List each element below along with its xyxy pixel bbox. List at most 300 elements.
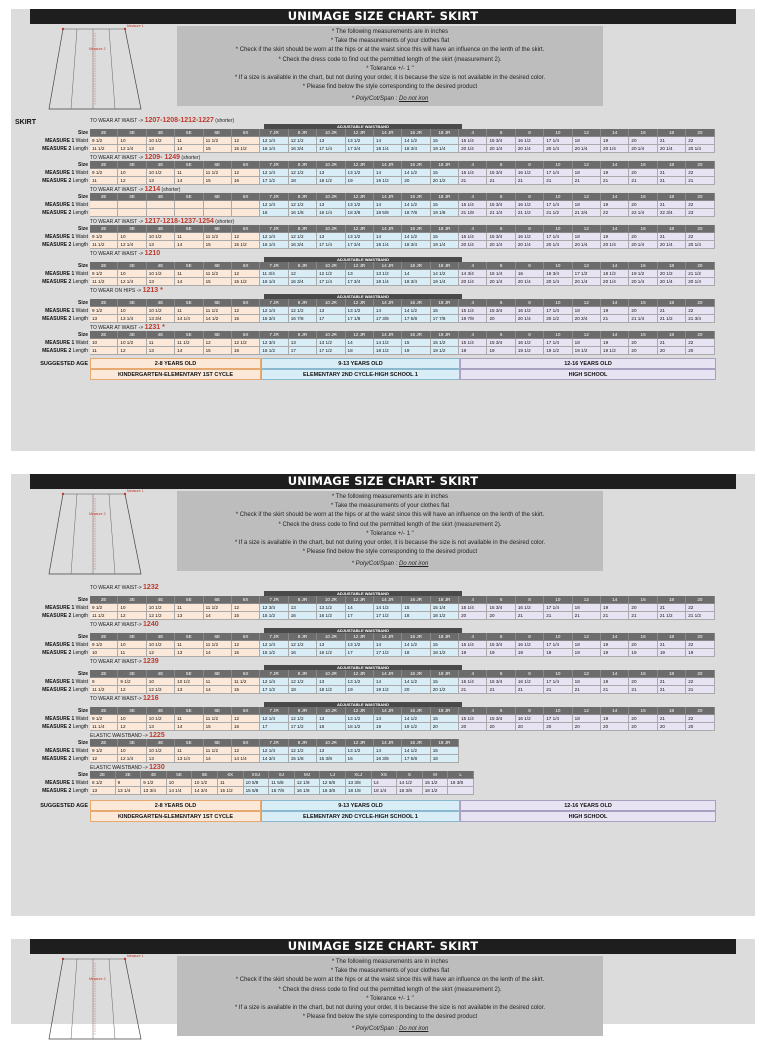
table-cell: 15 1/4 <box>459 678 487 686</box>
table-cell: 20 <box>629 723 657 731</box>
table-cell: 18 <box>658 193 686 201</box>
row-sublabel: Waist <box>75 679 88 685</box>
table-cell: 19 <box>686 649 714 657</box>
table-cell: 8 <box>516 225 544 233</box>
table-cell: 12 <box>232 233 260 241</box>
table-cell: 20 1/4 <box>459 278 487 286</box>
table-cell: 20 1/2 <box>431 177 459 185</box>
table-cell: 6 <box>487 596 515 604</box>
table-cell: 16 JR <box>402 739 430 747</box>
table-cell: 16 1/2 <box>516 201 544 209</box>
table-cell: 21 <box>573 612 601 620</box>
table-cell: 11 <box>90 347 118 355</box>
table-cell <box>175 209 203 217</box>
table-cell: 12 <box>232 270 260 278</box>
table-cell: 13 <box>317 307 345 315</box>
table-cell: 17 1/4 <box>544 678 572 686</box>
table-cell: 5E <box>167 771 193 779</box>
table-cell: 12 <box>289 270 317 278</box>
table-cell: 21 <box>544 686 572 694</box>
row-sublabel: Length <box>72 279 88 285</box>
table-cell: 20 <box>686 225 714 233</box>
table-cell: 14 <box>204 612 232 620</box>
table-cell: 11 1/2 <box>204 747 232 755</box>
suggested-age-label: SUGGESTED AGE <box>40 803 88 809</box>
table-cell: 10 <box>544 299 572 307</box>
table-cell: 18 JR <box>431 129 459 137</box>
table-cell: 12 <box>573 707 601 715</box>
table-cell: 13 <box>147 145 175 153</box>
table-cell: 12 1/4 <box>260 747 288 755</box>
style-code-label <box>11 286 755 294</box>
table-cell: 16 JR <box>402 225 430 233</box>
table-cell: 20 1/4 <box>459 241 487 249</box>
style-note: (shorter) <box>213 118 235 124</box>
row-label: Size <box>77 226 88 232</box>
table-cell: 15 1/4 <box>459 641 487 649</box>
table-cell: 18 3/4 <box>402 145 430 153</box>
table-cell: 2E <box>90 262 118 270</box>
table-cell: 19 1/2 <box>374 686 402 694</box>
note-do-not-iron: Do not iron <box>399 561 429 568</box>
table-cell: 9 1/2 <box>90 307 118 315</box>
table-cell: 4 <box>459 225 487 233</box>
instruction-line: * The following measurements are in inches <box>331 494 449 500</box>
table-cell: 22 <box>686 137 714 145</box>
table-cell: 12 3/4 <box>260 604 288 612</box>
table-cell: 16 <box>232 723 260 731</box>
table-cell: 15 5/8 <box>244 787 270 795</box>
note-text: Poly/Cot/Span : <box>355 561 399 568</box>
table-cell: 3E <box>118 129 146 137</box>
style-codes: 1210 <box>144 250 161 257</box>
size-row <box>90 633 755 641</box>
table-cell: 2E <box>90 771 116 779</box>
table-cell: 15 <box>431 233 459 241</box>
table-cell: 12 1/4 <box>260 678 288 686</box>
table-cell: 15 3/4 <box>487 641 515 649</box>
length-row <box>90 278 755 286</box>
table-cell: 16 <box>629 670 657 678</box>
table-cell: 18 <box>658 161 686 169</box>
adjustable-waistband-band: ADJUSTABLE WAISTBAND <box>264 628 462 633</box>
note-text: Poly/Cot/Span : <box>355 1026 399 1033</box>
table-cell: 13 1/4 <box>118 315 146 323</box>
table-cell: 19 <box>601 339 629 347</box>
note-do-not-iron: Do not iron <box>399 1026 429 1033</box>
table-cell: 10 1/2 <box>192 779 218 787</box>
table-cell: 14 <box>601 262 629 270</box>
table-cell: 10 JR <box>317 129 345 137</box>
table-cell: 3E <box>116 771 142 779</box>
table-cell: 15 3/4 <box>487 339 515 347</box>
table-cell: 14 <box>372 779 398 787</box>
table-cell: 14 JR <box>374 707 402 715</box>
table-cell: 17 1/4 <box>544 201 572 209</box>
table-cell: 4E <box>147 331 175 339</box>
note-asterisk: * <box>351 96 356 103</box>
table-cell: 20 1/4 <box>516 241 544 249</box>
instruction-line: * If a size is available in the chart, but not during your order, it is because the size is not available in the desired color. <box>234 75 546 82</box>
table-cell: 15 <box>431 678 459 686</box>
row-sublabel: Waist <box>75 716 88 722</box>
table-cell: 10 <box>167 779 193 787</box>
style-code-label <box>11 153 755 161</box>
table-cell: 12 <box>573 193 601 201</box>
table-cell: 16 JR <box>402 596 430 604</box>
table-cell: 18 <box>573 604 601 612</box>
table-cell: 12 JR <box>346 193 374 201</box>
table-cell: 20 <box>573 723 601 731</box>
table-cell: 22 <box>686 201 714 209</box>
row-label: MEASURE 1 Waist <box>45 748 88 754</box>
table-cell: 16 1/8 <box>289 209 317 217</box>
table-cell: 17 1/4 <box>544 307 572 315</box>
table-cell: 12 1/4 <box>118 241 146 249</box>
waist-row <box>90 201 755 209</box>
table-cell: 6E <box>204 129 232 137</box>
table-cell: 6E <box>204 707 232 715</box>
table-cell <box>232 209 260 217</box>
instruction-line: * Take the measurements of your clothes flat <box>330 968 450 975</box>
row-label: MEASURE 2 Length <box>42 146 88 152</box>
age-range-cell: 12-16 YEARS OLD <box>460 800 716 811</box>
table-cell: 4 <box>459 262 487 270</box>
table-cell: 6X <box>232 707 260 715</box>
table-cell: 6E <box>204 262 232 270</box>
table-cell: 15 3/4 <box>487 678 515 686</box>
table-cell: 18 1/2 <box>601 270 629 278</box>
table-cell: 16 <box>629 707 657 715</box>
table-cell: 21 <box>573 177 601 185</box>
table-cell: 2E <box>90 161 118 169</box>
length-row <box>90 315 755 323</box>
table-cell: 18 1/2 <box>317 686 345 694</box>
table-cell: 9 1/2 <box>90 169 118 177</box>
table-cell: 19 1/2 <box>516 347 544 355</box>
table-cell: 15 1/2 <box>232 241 260 249</box>
table-cell: 4E <box>147 193 175 201</box>
table-cell: 14 JR <box>374 331 402 339</box>
style-prefix: TO WEAR ON HIPS -> <box>90 288 143 294</box>
table-cell: 21 <box>601 315 629 323</box>
school-level-cell: HIGH SCHOOL <box>460 811 716 822</box>
table-cell: 19 <box>346 177 374 185</box>
table-cell: 2E <box>90 331 118 339</box>
table-cell: 18 JR <box>431 707 459 715</box>
table-cell: 18 <box>431 755 459 763</box>
table-cell: 11 1/2 <box>90 145 118 153</box>
table-cell: 12 JR <box>346 596 374 604</box>
table-cell: 14 JR <box>374 129 402 137</box>
table-cell: 13 1/2 <box>374 270 402 278</box>
row-sublabel: Waist <box>75 780 88 786</box>
table-cell: 11 5/8 <box>269 779 295 787</box>
table-cell: 2E <box>90 633 118 641</box>
table-cell: 15 <box>431 641 459 649</box>
table-cell: 6E <box>204 225 232 233</box>
table-cell: 21 3/4 <box>686 315 714 323</box>
skirt-diagram <box>37 25 155 111</box>
table-cell: 8 JR <box>289 331 317 339</box>
table-cell: 19 <box>374 723 402 731</box>
table-cell: 14 1/2 <box>374 339 402 347</box>
table-cell: 13 <box>90 787 116 795</box>
table-cell: 16 1/2 <box>317 649 345 657</box>
table-cell: 13 <box>317 137 345 145</box>
adjustable-waistband-band: ADJUSTABLE WAISTBAND <box>264 665 462 670</box>
table-cell: 10 <box>118 604 146 612</box>
table-cell: 10 <box>544 633 572 641</box>
table-cell: 15 1/2 <box>218 787 244 795</box>
table-cell: 5E <box>175 596 203 604</box>
table-cell: 20 <box>487 723 515 731</box>
table-cell: 10 5/8 <box>244 779 270 787</box>
table-cell: 8 <box>516 633 544 641</box>
table-cell: 15 <box>431 715 459 723</box>
table-cell: 17 <box>346 649 374 657</box>
table-cell: 20 1/4 <box>658 278 686 286</box>
instruction-line: * Take the measurements of your clothes flat <box>330 503 450 510</box>
table-cell: 16 3/8 <box>374 755 402 763</box>
table-cell: 19 <box>601 715 629 723</box>
table-cell: 14 <box>601 707 629 715</box>
table-cell: 20 1/4 <box>573 145 601 153</box>
waist-row <box>90 715 755 723</box>
style-prefix: TO WEAR AT WAIST -> <box>90 251 145 257</box>
table-cell: 15 <box>431 137 459 145</box>
table-cell: 18 1/2 <box>317 177 345 185</box>
measure-1-label: Measure 1 <box>127 489 144 493</box>
skirt-diagram <box>37 955 155 1041</box>
table-cell: 12 1/4 <box>260 169 288 177</box>
table-cell: 17 1/2 <box>317 347 345 355</box>
table-cell: 14 1/2 <box>397 779 423 787</box>
table-cell: 11 <box>90 177 118 185</box>
table-cell: 11 1/2 <box>204 233 232 241</box>
table-cell: 20 <box>487 612 515 620</box>
table-cell: 8 JR <box>289 225 317 233</box>
table-cell: 6E <box>192 771 218 779</box>
table-cell: 6 <box>487 193 515 201</box>
table-cell: 15 1/2 <box>431 339 459 347</box>
style-note: (shorter) <box>213 219 235 225</box>
table-cell: 3E <box>118 161 146 169</box>
table-cell: 21 <box>658 339 686 347</box>
table-cell: 12 <box>118 723 146 731</box>
table-cell: 10 1/2 <box>147 270 175 278</box>
style-codes: 1225 <box>149 732 165 739</box>
table-cell: 6X <box>232 193 260 201</box>
table-cell: 16 1/2 <box>516 169 544 177</box>
measure-1-label: Measure 1 <box>127 24 144 28</box>
table-cell: 4E <box>147 299 175 307</box>
table-cell: 17 <box>317 315 345 323</box>
size-row <box>90 129 755 137</box>
table-cell: 15 3/4 <box>487 201 515 209</box>
table-cell: 10 JR <box>317 262 345 270</box>
table-cell: 17 3/4 <box>346 278 374 286</box>
measure-2-label: Measure 2 <box>89 512 106 516</box>
waist-row <box>90 270 755 278</box>
instruction-line: * Tolerance +/- 1 " <box>366 65 414 72</box>
table-cell: 14 1/2 <box>402 641 430 649</box>
table-cell: 18 <box>573 137 601 145</box>
table-cell: 22 <box>686 307 714 315</box>
table-cell: 6X <box>232 739 260 747</box>
adjustable-waistband-band: ADJUSTABLE WAISTBAND <box>264 294 462 299</box>
table-cell: 15 <box>431 201 459 209</box>
waist-row <box>90 779 755 787</box>
table-cell: 10 <box>90 339 118 347</box>
school-level-cell: ELEMENTARY 2ND CYCLE-HIGH SCHOOL 1 <box>261 369 460 380</box>
table-cell: 9 1/2 <box>141 779 167 787</box>
table-cell: 8 JR <box>289 129 317 137</box>
size-table <box>11 739 755 763</box>
table-cell: 15 1/4 <box>459 201 487 209</box>
table-cell: 18 JR <box>431 161 459 169</box>
table-cell: 20 <box>629 233 657 241</box>
table-cell: 19 1/2 <box>374 177 402 185</box>
table-cell: 20 <box>658 723 686 731</box>
table-cell: 14 <box>601 225 629 233</box>
table-cell: 12 JR <box>346 225 374 233</box>
table-cell: 19 1/4 <box>431 145 459 153</box>
table-cell: 3E <box>118 225 146 233</box>
style-code-label <box>11 249 755 257</box>
table-cell: 20 1/4 <box>487 278 515 286</box>
table-cell: 16 7/8 <box>289 315 317 323</box>
table-cell: 15 <box>204 347 232 355</box>
table-cell: S <box>397 771 423 779</box>
table-cell: XS <box>372 771 398 779</box>
waist-row <box>90 641 755 649</box>
table-cell: 6X <box>218 771 244 779</box>
table-cell: 21 <box>658 137 686 145</box>
table-cell: 21 <box>601 686 629 694</box>
table-cell: 5E <box>175 739 203 747</box>
table-cell: 12 1/4 <box>118 755 146 763</box>
table-cell: 15 1/2 <box>260 612 288 620</box>
table-cell: 14 1/2 <box>402 715 430 723</box>
table-cell: 18 1/8 <box>346 787 372 795</box>
table-cell <box>232 201 260 209</box>
table-cell <box>147 201 175 209</box>
length-row <box>90 241 755 249</box>
table-cell: 13 <box>175 612 203 620</box>
table-cell: 5E <box>175 707 203 715</box>
table-cell: 7 JR <box>260 129 288 137</box>
instruction-line: * Check if the skirt should be worn at the hips or at the waist since this will have an influence on the lenth of the skirt. <box>235 977 545 984</box>
table-cell: 18 JR <box>431 225 459 233</box>
table-cell: 10 1/2 <box>147 715 175 723</box>
table-cell: 12 1/8 <box>295 779 321 787</box>
table-cell: 6E <box>204 161 232 169</box>
table-cell: 8 1/2 <box>90 779 116 787</box>
row-sublabel: Waist <box>75 234 88 240</box>
table-cell: 18 1/2 <box>431 612 459 620</box>
table-cell: 14 <box>175 241 203 249</box>
row-sublabel: Length <box>72 210 88 216</box>
table-cell: 15 <box>402 604 430 612</box>
table-cell: 12 <box>232 169 260 177</box>
table-cell <box>448 787 474 795</box>
table-cell: 12 <box>147 649 175 657</box>
table-cell: 21 <box>516 686 544 694</box>
table-cell: 8 <box>516 299 544 307</box>
table-cell: 14 JR <box>374 193 402 201</box>
instruction-line: * Please find below the style corresponding to the desired product <box>302 84 478 91</box>
style-prefix: TO WEAR AT WAIST -> <box>90 187 145 193</box>
table-cell: 16 1/2 <box>516 641 544 649</box>
table-cell: 18 JR <box>431 596 459 604</box>
row-label: Size <box>77 740 88 746</box>
chart-header-area <box>11 954 755 1036</box>
table-cell: XLJ <box>346 771 372 779</box>
table-cell: 10 <box>544 161 572 169</box>
instruction-line: * If a size is available in the chart, but not during your order, it is because the size is not available in the desired color. <box>234 1005 546 1012</box>
style-prefix: TO WEAR AT WAIST-> <box>90 585 144 591</box>
table-cell: 12 1/4 <box>260 307 288 315</box>
table-cell <box>118 209 146 217</box>
table-cell: 6X <box>232 225 260 233</box>
row-label: MEASURE 1 Waist <box>45 642 88 648</box>
table-cell: 10 <box>90 649 118 657</box>
note-asterisk: * <box>351 561 356 568</box>
table-cell: 15 1/4 <box>431 604 459 612</box>
table-cell: 21 3/4 <box>573 209 601 217</box>
table-cell: 12 <box>573 633 601 641</box>
style-code-label <box>11 217 755 225</box>
table-cell: 19 1/2 <box>431 347 459 355</box>
size-table <box>11 161 755 185</box>
table-cell: 11 1/2 <box>90 686 118 694</box>
table-cell: 17 7/8 <box>431 315 459 323</box>
table-cell: 13 1/2 <box>346 169 374 177</box>
table-cell <box>147 209 175 217</box>
row-label: Size <box>77 634 88 640</box>
table-cell: 10 <box>118 641 146 649</box>
table-cell: 11 1/4 <box>90 723 118 731</box>
table-cell: 13 <box>289 339 317 347</box>
age-range-cell: 12-16 YEARS OLD <box>460 358 716 369</box>
table-cell: 16 <box>629 596 657 604</box>
table-cell: 19 <box>573 649 601 657</box>
table-cell: 21 <box>601 612 629 620</box>
table-cell: 13 <box>289 604 317 612</box>
school-level-row <box>90 811 755 822</box>
age-range-cell: 9-13 YEARS OLD <box>261 358 460 369</box>
table-cell: 15 1/2 <box>232 145 260 153</box>
table-cell: 14 1/4 <box>175 315 203 323</box>
table-cell: 14 1/2 <box>402 169 430 177</box>
table-cell: 18 <box>573 233 601 241</box>
table-cell: 20 <box>402 686 430 694</box>
table-cell: 14 JR <box>374 299 402 307</box>
table-cell: 10 JR <box>317 633 345 641</box>
table-cell: 10 JR <box>317 193 345 201</box>
table-cell: 4 <box>459 161 487 169</box>
table-cell: 21 <box>658 307 686 315</box>
table-cell: 17 1/4 <box>317 145 345 153</box>
style-codes: 1209- 1249 <box>144 154 181 161</box>
table-cell: 11 1/2 <box>175 339 203 347</box>
table-cell: 12 <box>118 612 146 620</box>
row-label: Size <box>77 130 88 136</box>
table-cell: 13 <box>147 723 175 731</box>
table-cell: 12 1/4 <box>260 641 288 649</box>
style-prefix: ELASTIC WAISTBAND -> <box>90 733 150 739</box>
